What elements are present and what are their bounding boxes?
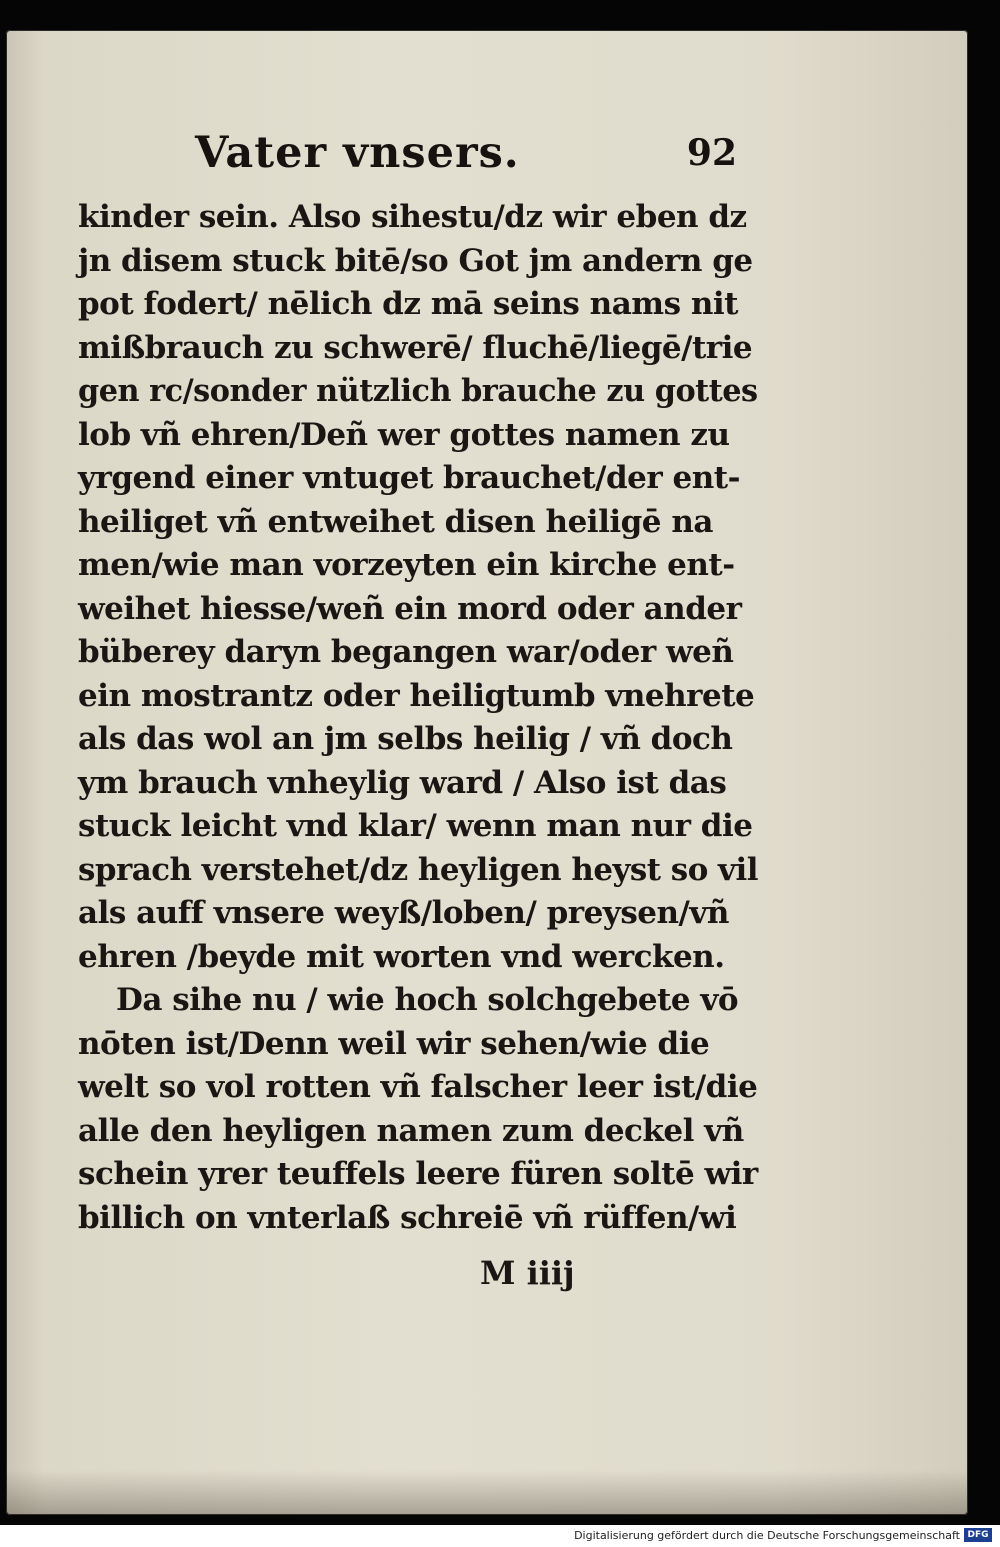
text-line: Da sihe nu / wie hoch solchgebete vō xyxy=(116,982,739,1018)
text-line: als das wol an jm selbs heilig / vñ doch xyxy=(78,721,733,757)
text-line: men/wie man vorzeyten ein kirche ent‑ xyxy=(78,547,735,583)
text-line: kinder sein. Also sihestu/dz wir eben dz xyxy=(78,199,747,235)
text-line: gen rc/sonder nützlich brauche zu gottes xyxy=(78,373,758,409)
text-line: jn disem stuck bitē/so Got jm andern ge xyxy=(78,242,753,279)
text-line: heiliget vñ entweihet disen heiligē na xyxy=(78,503,713,540)
text-line: yrgend einer vntuget brauchet/der ent‑ xyxy=(78,460,740,496)
footer-credit: Digitalisierung gefördert durch die Deutsche Forschungsgemeinschaft xyxy=(574,1529,960,1542)
text-line: nōten ist/Denn weil wir sehen/wie die xyxy=(78,1025,710,1062)
text-line: büberey daryn begangen war/oder weñ xyxy=(78,634,734,670)
text-line: lob vñ ehren/Deñ wer gottes namen zu xyxy=(78,416,730,453)
text-line: alle den heyligen namen zum deckel vñ xyxy=(78,1112,744,1149)
signature-mark: M iiij xyxy=(480,1254,575,1292)
text-line: ehren /beyde mit worten vnd wercken. xyxy=(78,938,725,975)
body-text xyxy=(78,196,758,1240)
text-line: schein yrer teuffels leere füren soltē wir xyxy=(78,1156,758,1192)
dfg-logo: DFG xyxy=(964,1528,992,1542)
running-title: Vater vnsers. xyxy=(195,128,520,178)
page-shadow xyxy=(6,1470,968,1515)
text-line: welt so vol rotten vñ falscher leer ist/die xyxy=(78,1069,758,1105)
text-line: ym brauch vnheylig ward / Also ist das xyxy=(78,764,727,801)
running-head xyxy=(195,128,755,188)
text-line: mißbrauch zu schwerē/ fluchē/liegē/trie xyxy=(78,329,753,366)
text-line: als auff vnsere weyß/loben/ preysen/vñ xyxy=(78,895,729,931)
text-line: stuck leicht vnd klar/ wenn man nur die xyxy=(78,808,753,844)
text-line: pot fodert/ nēlich dz mā seins nams nit xyxy=(78,286,738,322)
text-line: ein mostrantz oder heiligtumb vnehrete xyxy=(78,677,755,714)
text-line: sprach verstehet/dz heyligen heyst so vil xyxy=(78,851,758,888)
page-number: 92 xyxy=(686,132,737,174)
text-line: weihet hiesse/weñ ein mord oder ander xyxy=(78,590,742,627)
footer-bar xyxy=(0,1525,1000,1547)
text-line: billich on vnterlaß schreiē vñ rüffen/wi xyxy=(78,1199,737,1236)
